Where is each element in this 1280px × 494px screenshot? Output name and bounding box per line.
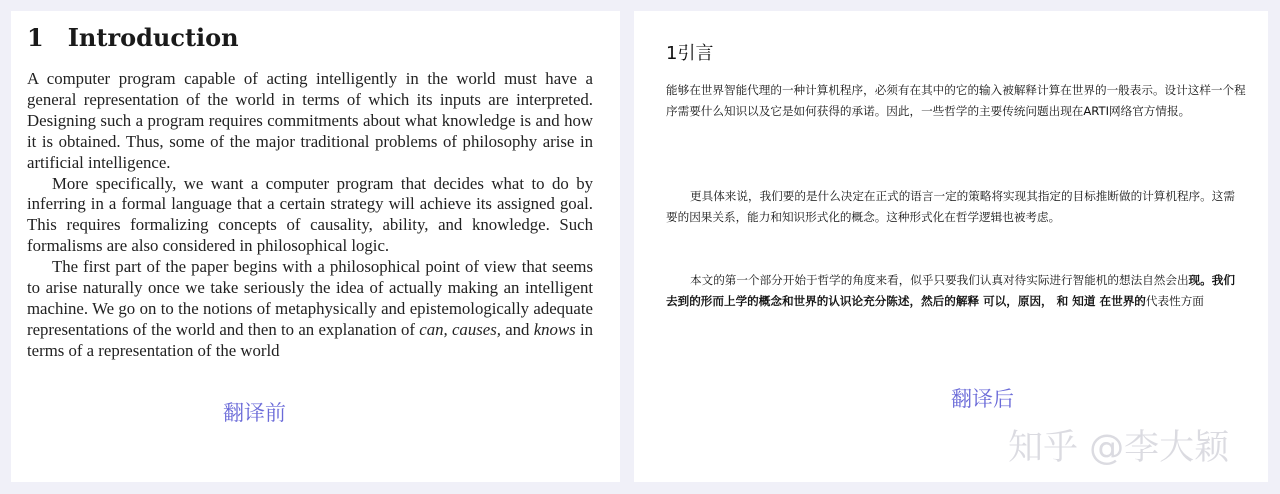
original-text-segment: The first part of the paper begins with a philosophical point of view that seems to arise naturally once we take seriously the idea of actually making an intelligent machine. We go on to the notions of metaphysically and epistemologically adequate representations of the world and then to an explanation of [27,257,593,339]
translated-paragraph-2-text: 更具体来说，我们要的是什么决定在正式的语言一定的策略将实现其指定的目标推断做的计算机程序。这需要的因果关系，能力和知识形式化的概念。这种形式化在哲学逻辑也被考虑。 [666,189,1235,224]
original-body [27,69,593,362]
original-paragraph-1 [27,69,593,174]
translated-paragraph-3 [666,270,1246,312]
translated-section-heading: 1引言 [666,43,714,64]
section-number: 1 [27,23,44,52]
original-text-segment: More specifically, we want a computer program that decides what to do by inferring in a formal language that a certain strategy will achieve its assigned goal. This requires formalizing concepts of causality, ability, and knowledge. Such formalisms are also considered in philosophical logic. [27,173,593,256]
translated-paragraph-3-end: 代表性方面 [1145,294,1204,308]
zhihu-watermark: 知乎 @李大颖 [1008,428,1230,468]
translated-paragraph-3-bold: 现。我们去到的形而上学的概念和世界的认识论充分陈述，然后的解释 可以，原因， 和 知道 在世界的 [666,273,1235,308]
original-page [11,11,620,482]
original-section-heading [27,23,239,52]
original-paragraph-3 [27,257,593,362]
original-text-segment: and [500,319,534,339]
translated-paragraph-1: 能够在世界智能代理的一种计算机程序，必须有在其中的它的输入被解释计算在世界的一般表示。设计这样一个程序需要什么知识以及它是如何获得的承诺。因此，一些哲学的主要传统问题出现在ARTI网络官方情报。 [666,83,1246,118]
original-paragraph-2 [27,174,593,258]
label-before-translation: 翻译前 [223,401,286,425]
original-italic-term: knows [533,319,576,339]
original-italic-term: can, causes, [419,319,501,339]
section-title: Introduction [67,23,239,52]
translated-paragraph-2 [666,186,1246,228]
original-text-segment: A computer program capable of acting intelligently in the world must have a general representation of the world in terms of which its inputs are interpreted. Designing such a program requires commitments about what knowledge is and how it is obtained. Thus, some of the major traditional problems of philosophy arise in artificial intelligence. [27,69,593,172]
original-text-segment: in terms of a representation of the world [27,319,594,360]
translated-paragraph-3-text: 本文的第一个部分开始于哲学的角度来看，似乎只要我们认真对待实际进行智能机的想法自然会出 [690,273,1189,287]
translated-page [634,11,1268,482]
label-after-translation: 翻译后 [951,387,1014,411]
